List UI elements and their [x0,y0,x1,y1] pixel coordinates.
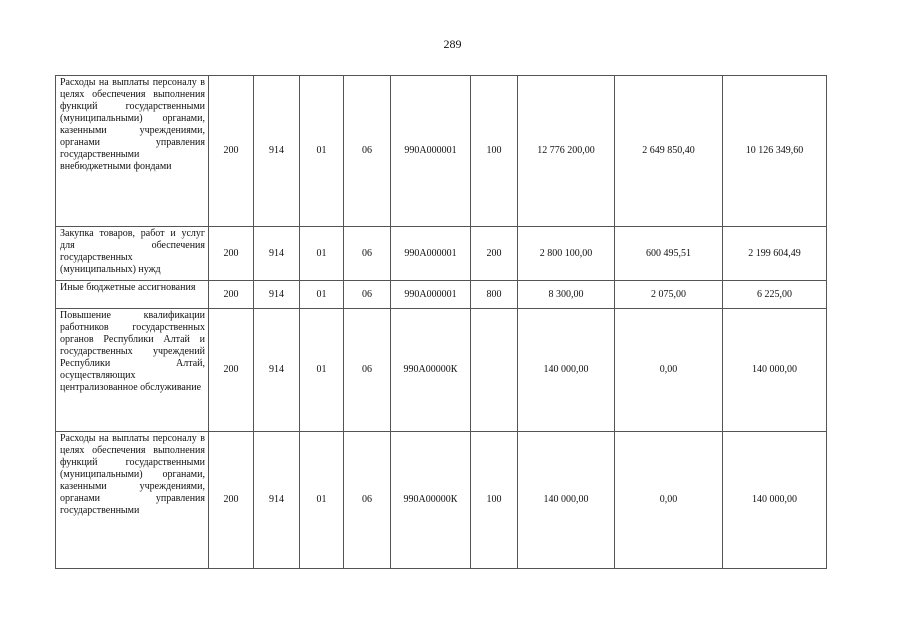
cell-c4: 06 [344,76,391,227]
row-description: Закупка товаров, работ и услуг для обеспечения государственных (муниципальных) нужд [56,227,209,281]
cell-v1: 8 300,00 [518,281,615,309]
cell-type: 200 [471,227,518,281]
cell-c4: 06 [344,432,391,569]
row-description: Расходы на выплаты персоналу в целях обеспечения выполнения функций государственными (муниципальными) органами, казенными учреждениями, органами управления государственными внебюджетными фондами [56,76,209,227]
cell-type [471,309,518,432]
table-row [56,309,827,432]
cell-v2: 600 495,51 [615,227,723,281]
cell-c3: 01 [300,309,344,432]
cell-v2: 0,00 [615,309,723,432]
cell-c1: 200 [209,432,254,569]
cell-c4: 06 [344,309,391,432]
table-row [56,76,827,227]
cell-code: 990А000001 [391,227,471,281]
cell-code: 990А00000К [391,309,471,432]
cell-c1: 200 [209,76,254,227]
cell-c3: 01 [300,432,344,569]
row-description: Повышение квалификации работников государственных органов Республики Алтай и государственных учреждений Республики Алтай, осуществляющих централизованное обслуживание [56,309,209,432]
cell-v3: 140 000,00 [723,432,827,569]
cell-c1: 200 [209,227,254,281]
cell-code: 990А000001 [391,281,471,309]
cell-c4: 06 [344,227,391,281]
cell-c3: 01 [300,227,344,281]
cell-v1: 12 776 200,00 [518,76,615,227]
cell-v3: 140 000,00 [723,309,827,432]
cell-c2: 914 [254,309,300,432]
cell-v2: 2 075,00 [615,281,723,309]
cell-v1: 140 000,00 [518,309,615,432]
cell-code: 990А000001 [391,76,471,227]
cell-type: 100 [471,432,518,569]
cell-v3: 2 199 604,49 [723,227,827,281]
row-description: Расходы на выплаты персоналу в целях обеспечения выполнения функций государственными (муниципальными) органами, казенными учреждениями, органами управления государственными [56,432,209,569]
cell-type: 800 [471,281,518,309]
budget-table [55,75,827,569]
cell-c2: 914 [254,432,300,569]
cell-c3: 01 [300,76,344,227]
cell-c4: 06 [344,281,391,309]
cell-type: 100 [471,76,518,227]
cell-c3: 01 [300,281,344,309]
cell-v1: 140 000,00 [518,432,615,569]
cell-c1: 200 [209,281,254,309]
cell-v3: 10 126 349,60 [723,76,827,227]
cell-c1: 200 [209,309,254,432]
page-number: 289 [443,37,462,51]
cell-c2: 914 [254,281,300,309]
table-row [56,432,827,569]
table-row [56,227,827,281]
cell-v3: 6 225,00 [723,281,827,309]
cell-code: 990А00000К [391,432,471,569]
cell-v1: 2 800 100,00 [518,227,615,281]
row-description: Иные бюджетные ассигнования [56,281,209,309]
cell-v2: 2 649 850,40 [615,76,723,227]
cell-c2: 914 [254,227,300,281]
table-row [56,281,827,309]
table-body [56,76,827,569]
cell-v2: 0,00 [615,432,723,569]
cell-c2: 914 [254,76,300,227]
